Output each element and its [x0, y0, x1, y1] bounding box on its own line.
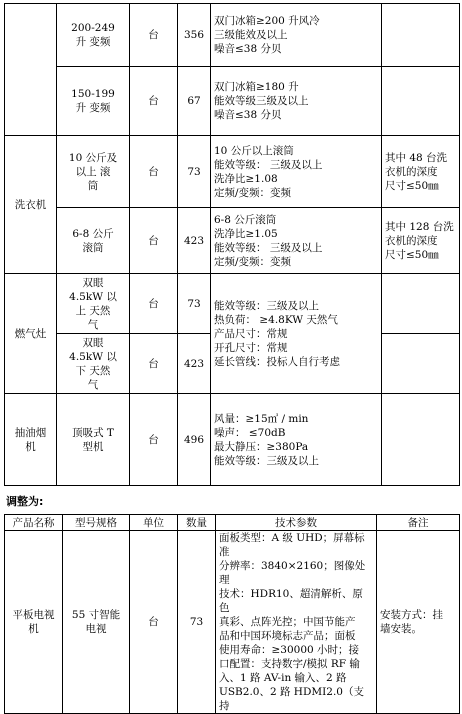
model-cell: 双眼 4.5kW 以 下 天然 气: [57, 334, 130, 394]
table-row: [5, 394, 460, 486]
unit-cell: 台: [130, 274, 178, 334]
unit-cell: 台: [130, 4, 178, 67]
qty-cell: 73: [178, 136, 211, 208]
unit-cell: 台: [130, 531, 178, 714]
header-cell: 技术参数: [216, 515, 377, 531]
model-cell: 200-249 升 变频: [57, 4, 130, 67]
note-cell: [382, 4, 460, 67]
spec-cell: 双门冰箱≥180 升 能效等级三级及以上 噪音≤38 分贝: [211, 67, 382, 136]
note-cell: 其中 128 台洗 衣机的深度 尺寸≤50㎜: [382, 208, 460, 274]
spec-cell: 面板类型：A 级 UHD；屏幕标准 分辨率：3840×2160；图像处理 技术：HDR10、超清解析、原色 真彩、点阵光控；中国节能产 品和中国环境标志产品；面板 使用寿命：≥30000 小时；接 口配置：支持数字/模拟 RF 输 入、1 路 AV-in 输入、2 路 USB2.0、2 路 HDMI2.0（支持: [216, 531, 377, 714]
note-cell: 其中 48 台洗 衣机的深度 尺寸≤50㎜: [382, 136, 460, 208]
model-cell: 55 寸智能 电视: [63, 531, 130, 714]
product-table: [4, 3, 460, 486]
note-cell: [382, 394, 460, 486]
note-cell: 安装方式：挂 墙安装。: [377, 531, 460, 714]
qty-cell: 67: [178, 67, 211, 136]
model-cell: 10 公斤及 以上 滚 筒: [57, 136, 130, 208]
category-cell: 抽油烟 机: [5, 394, 57, 486]
unit-cell: 台: [130, 208, 178, 274]
header-cell: 备注: [377, 515, 460, 531]
spec-cell: 风量：≥15㎥ / min 噪声： ≤70dB 最大静压：≥380Pa 能效等级：三级及以上: [211, 394, 382, 486]
header-cell: 数量: [178, 515, 216, 531]
category-cell: [5, 4, 57, 136]
header-row: [5, 515, 460, 531]
qty-cell: 423: [178, 208, 211, 274]
model-cell: 150-199 升 变频: [57, 67, 130, 136]
header-cell: 产品名称: [5, 515, 63, 531]
unit-cell: 台: [130, 334, 178, 394]
name-cell: 平板电视 机: [5, 531, 63, 714]
qty-cell: 423: [178, 334, 211, 394]
category-cell: 洗衣机: [5, 136, 57, 274]
unit-cell: 台: [130, 394, 178, 486]
spec-cell: 10 公斤以上滚筒 能效等级： 三级及以上 洗净比≥1.08 定频/变频：变频: [211, 136, 382, 208]
header-cell: 单位: [130, 515, 178, 531]
spec-cell: 双门冰箱≥200 升风冷 三级能效及以上 噪音≤38 分贝: [211, 4, 382, 67]
spec-cell: 6-8 公斤滚筒 洗净比≥1.05 能效等级： 三级及以上 定频/变频：变频: [211, 208, 382, 274]
note-cell: [382, 67, 460, 136]
table-row: [5, 136, 460, 208]
category-cell: 燃气灶: [5, 274, 57, 394]
qty-cell: 73: [178, 531, 216, 714]
note-cell: [382, 334, 460, 394]
model-cell: 双眼 4.5kW 以 上 天然 气: [57, 274, 130, 334]
model-cell: 顶吸式 T 型机: [57, 394, 130, 486]
qty-cell: 496: [178, 394, 211, 486]
unit-cell: 台: [130, 67, 178, 136]
adjusted-product-table: [4, 514, 460, 714]
model-cell: 6-8 公斤 滚筒: [57, 208, 130, 274]
table-row: [5, 274, 460, 334]
adjust-heading: 调整为:: [6, 495, 44, 508]
note-cell: [382, 274, 460, 334]
spec-cell: 能效等级：三级及以上 热负荷： ≥4.8KW 天然气 产品尺寸：常规 开孔尺寸：常规 延长管线：投标人自行考虑: [211, 274, 382, 394]
unit-cell: 台: [130, 136, 178, 208]
header-cell: 型号规格: [63, 515, 130, 531]
qty-cell: 356: [178, 4, 211, 67]
qty-cell: 73: [178, 274, 211, 334]
table-row: [5, 4, 460, 67]
table-row: [5, 531, 460, 714]
table-row: [5, 67, 460, 136]
table-row: [5, 208, 460, 274]
